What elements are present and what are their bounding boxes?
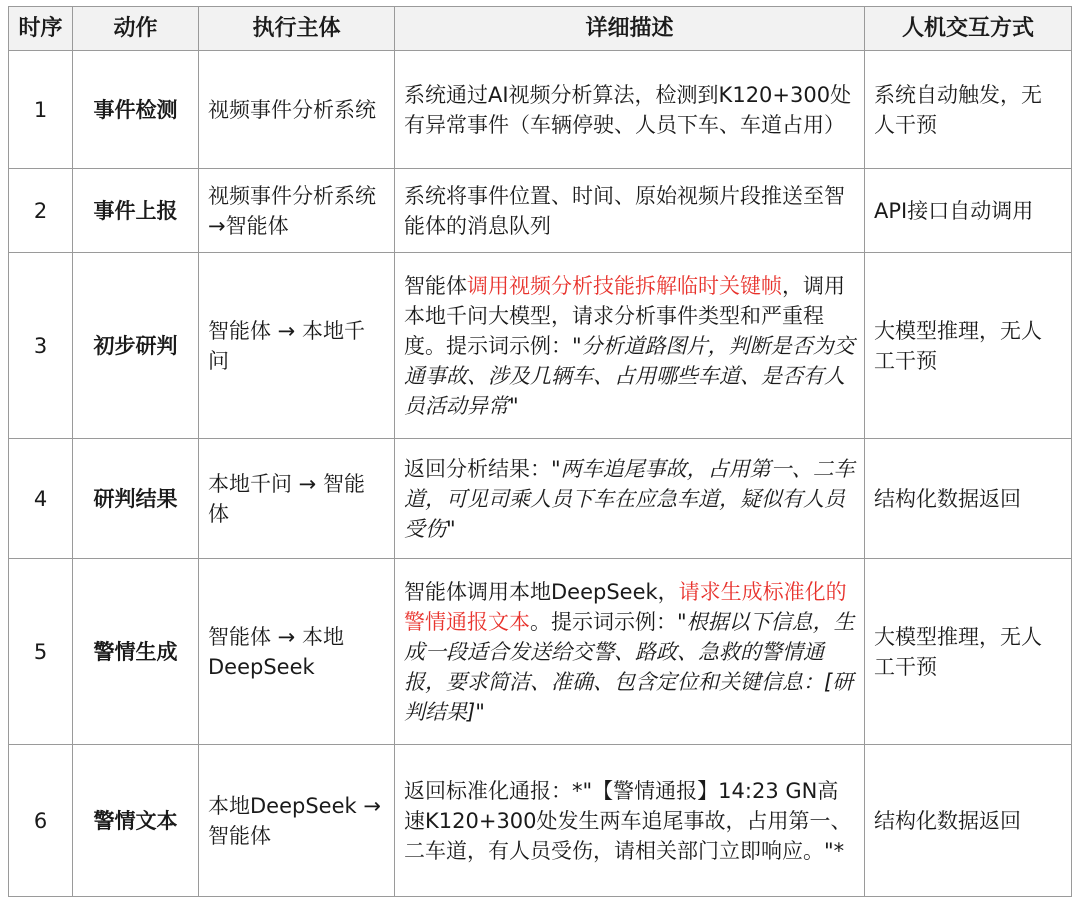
table-row (9, 439, 1072, 559)
row-seq: 2 (9, 169, 73, 253)
row-action: 事件检测 (73, 51, 199, 169)
row-interaction-mode: 大模型推理，无人工干预 (865, 559, 1072, 745)
table-row (9, 51, 1072, 169)
prompt-example-text: "分析道路图片，判断是否为交通事故、涉及几辆车、占用哪些车道、是否有人员活动异常" (404, 333, 855, 418)
row-seq: 6 (9, 745, 73, 897)
row-actor: 智能体 → 本地千问 (199, 253, 395, 439)
table-row (9, 169, 1072, 253)
header-row (9, 7, 1072, 51)
header-action: 动作 (73, 7, 199, 51)
row-actor: 智能体 → 本地DeepSeek (199, 559, 395, 745)
table-body (9, 51, 1072, 897)
row-action: 警情生成 (73, 559, 199, 745)
highlighted-text: 调用视频分析技能拆解临时关键帧 (467, 273, 782, 298)
table-header (9, 7, 1072, 51)
row-description (395, 439, 865, 559)
row-interaction-mode: 大模型推理，无人工干预 (865, 253, 1072, 439)
row-actor: 视频事件分析系统 (199, 51, 395, 169)
row-interaction-mode: 系统自动触发，无人干预 (865, 51, 1072, 169)
table-row (9, 745, 1072, 897)
row-action: 研判结果 (73, 439, 199, 559)
description-text: 智能体 (404, 273, 467, 298)
description-text: 智能体调用本地DeepSeek， (404, 579, 679, 604)
header-seq: 时序 (9, 7, 73, 51)
row-seq: 3 (9, 253, 73, 439)
description-text: 系统将事件位置、时间、原始视频片段推送至智能体的消息队列 (404, 183, 845, 238)
description-text: 。提示词示例： (530, 609, 677, 634)
result-text: "两车追尾事故，占用第一、二车道，可见司乘人员下车在应急车道，疑似有人员受伤" (404, 456, 855, 541)
row-action: 事件上报 (73, 169, 199, 253)
row-description (395, 559, 865, 745)
row-action: 初步研判 (73, 253, 199, 439)
row-seq: 4 (9, 439, 73, 559)
table-row (9, 559, 1072, 745)
row-description (395, 253, 865, 439)
highlighted-text: 请求生成标准化的警情通报文本 (404, 579, 847, 634)
description-text: 返回标准化通报：*"【警情通报】14:23 GN高速K120+300处发生两车追尾事故，占用第一、二车道，有人员受伤，请相关部门立即响应。"* (404, 778, 852, 863)
row-action: 警情文本 (73, 745, 199, 897)
header-actor: 执行主体 (199, 7, 395, 51)
row-seq: 5 (9, 559, 73, 745)
description-text: 系统通过AI视频分析算法，检测到K120+300处有异常事件（车辆停驶、人员下车、车道占用） (404, 82, 852, 137)
header-description: 详细描述 (395, 7, 865, 51)
header-interaction-mode: 人机交互方式 (865, 7, 1072, 51)
process-flow-table (8, 6, 1072, 897)
description-text: ，调用本地千问大模型，请求分析事件类型和严重程度。提示词示例： (404, 273, 845, 358)
row-interaction-mode: 结构化数据返回 (865, 439, 1072, 559)
row-description (395, 169, 865, 253)
table-row (9, 253, 1072, 439)
row-seq: 1 (9, 51, 73, 169)
row-actor: 本地DeepSeek → 智能体 (199, 745, 395, 897)
row-interaction-mode: API接口自动调用 (865, 169, 1072, 253)
description-text: 返回分析结果： (404, 456, 551, 481)
prompt-example-text: "根据以下信息，生成一段适合发送给交警、路政、急救的警情通报，要求简洁、准确、包含定位和关键信息：[研判结果]" (404, 609, 855, 724)
row-description (395, 51, 865, 169)
row-actor: 视频事件分析系统→智能体 (199, 169, 395, 253)
row-interaction-mode: 结构化数据返回 (865, 745, 1072, 897)
row-actor: 本地千问 → 智能体 (199, 439, 395, 559)
row-description (395, 745, 865, 897)
